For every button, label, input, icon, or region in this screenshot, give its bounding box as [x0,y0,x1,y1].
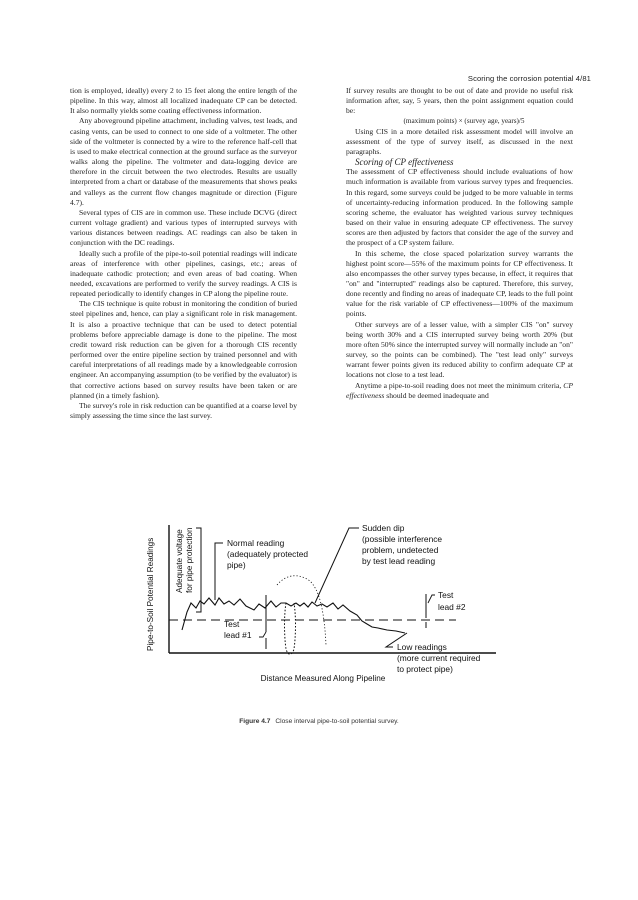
figure-caption-text: Close interval pipe-to-soil potential survey. [275,718,399,725]
left-column [70,86,297,421]
left-paragraph-2: Any aboveground pipeline attachment, including valves, test leads, and casing vents, can be used to connect to one side of a voltmeter. The other side of the voltmeter is connected by a wire to the reference half-cell that is used to make electrical connection at the ground surface as the surveyor walks along the pipeline. The voltmeter and data-logging device are therefore in the circuit between the two electrodes. Results are usually interpreted from a chart or database of the measurements that shows peaks and valleys as the current flow changes magnitude or direction (Figure 4.7). [70,116,297,207]
anytime-text-italic: CP effectiveness [346,380,573,400]
right-paragraph-other: Other surveys are of a lesser value, with a simpler CIS "on" survey being worth 30% and a CIS interrupted survey being worth 20% (but more often 50% since the interrupted survey will normally include an "on" survey, so the points can be combined). The "test lead only" surveys warrant fewer points given its reduced ability to confirm adequate CP at locations not close to a test lead. [346,319,573,380]
bracket-label-line1: Adequate voltage [175,529,184,593]
test-lead-1-pointer [259,632,266,637]
right-paragraph-scheme: In this scheme, the close spaced polarization survey warrants the highest point score—55% of the maximum points for CP effectiveness. It also encompasses the other survey types because, in effect, it requires that "on" and "interrupted" readings also be captured. Therefore, this survey, done recently and finding no areas of inadequate CP, leads to the full point value for the risk variable of CP effectiveness—100% of the maximum points. [346,248,573,319]
figure-cis-diagram [126,515,516,705]
potential-profile-line [182,598,405,633]
figure-caption [0,718,638,725]
normal-reading-leader [215,543,223,600]
normal-reading-line2: (adequately protected [227,549,309,559]
left-paragraph-4: Ideally such a profile of the pipe-to-soil potential readings will indicate areas of interference with other pipelines, casings, etc.; areas of inadequate cathodic protection; and even areas of bad coating. When needed, excavations are performed to verify the survey readings. A CIS is repeated periodically to identify changes in CP along the pipeline route. [70,248,297,299]
cis-diagram-svg [126,515,516,705]
sudden-dip-line1: Sudden dip [362,523,405,533]
test-lead-2-line2: lead #2 [438,602,466,612]
section-subheading: Scoring of CP effectiveness [355,157,454,168]
running-header: Scoring the corrosion potential 4/81 [467,74,591,83]
y-axis-label: Pipe-to-Soil Potential Readings [146,537,155,651]
sudden-dip-line2: (possible interference [362,534,443,544]
left-paragraph-1: tion is employed, ideally) every 2 to 15 feet along the entire length of the pipeline. In this way, almost all localized inadequate CP can be detected. It also normally yields some coating effectiveness information. [70,86,297,116]
right-paragraph-assessment: The assessment of CP effectiveness should include evaluations of how much information is available from various survey types and frequencies. In this regard, some surveys could be judged to be more valuable in terms of uncertainty-reducing information produced. In the following sample scoring scheme, the evaluator has weighted various survey techniques based on their value in ensuring adequate CP effectiveness. The survey scores are then adjusted by factors that consider the age of the survey and the prospect of a CP system failure. [346,167,573,248]
sudden-dip-line3: problem, undetected [362,545,439,555]
bracket-label-line2: for pipe protection [185,527,194,593]
scoring-equation: (maximum points) × (survey age, years)/5 [403,117,525,126]
anytime-text-end: should be deemed inadequate and [386,390,489,400]
test-lead-2-pointer [428,595,435,603]
x-axis-label: Distance Measured Along Pipeline [260,674,386,683]
left-paragraph-5: The CIS technique is quite robust in monitoring the condition of buried steel pipelines and, hence, can play a significant role in risk management. It is also a proactive technique that can be used to detect potential problems before appreciable damage is done to the pipeline. The most credit toward risk reduction can be given for a thorough CIS recently performed over the entire pipeline section by trained personnel and with careful interpretations of all readings made by a knowledgeable corrosion engineer. An accompanying assumption (to be verified by the evaluator) is that corrective actions based on survey results have been taken or are planned (in a timely fashion). [70,299,297,400]
low-readings-line1: Low readings [397,642,447,652]
figure-caption-label: Figure 4.7 [239,718,271,725]
normal-reading-line1: Normal reading [227,538,285,548]
sudden-dip-curve [285,603,296,654]
right-paragraph-intro: If survey results are thought to be out of date and provide no useful risk information after, say, 5 years, then the point assignment equation could be: [346,86,573,116]
test-lead-1-line1: Test [224,619,240,629]
anytime-text-start: Anytime a pipe-to-soil reading does not meet the minimum criteria, [355,380,562,390]
adequate-voltage-bracket [196,528,201,612]
low-readings-line3: to protect pipe) [397,664,453,674]
normal-reading-line3: pipe) [227,560,246,570]
left-paragraph-6: The survey's role in risk reduction can be quantified at a coarse level by simply assessing the time since the last survey. [70,400,297,420]
left-paragraph-3: Several types of CIS are in common use. These include DCVG (direct current voltage gradient) and various types of interrupted surveys with various distances between readings. AC readings can also be taken in conjunction with the DC readings. [70,207,297,248]
test-lead-1-line2: lead #1 [224,630,252,640]
right-paragraph-anytime [346,381,573,401]
low-readings-line2: (more current required [397,653,481,663]
sudden-dip-line4: by test lead reading [362,556,436,566]
sudden-dip-leader [315,528,359,603]
right-column [346,86,573,401]
right-paragraph-cis: Using CIS in a more detailed risk assessment model will involve an assessment of the type of survey itself, as discussed in the next paragraphs. [346,126,573,156]
test-lead-2-line1: Test [438,590,454,600]
